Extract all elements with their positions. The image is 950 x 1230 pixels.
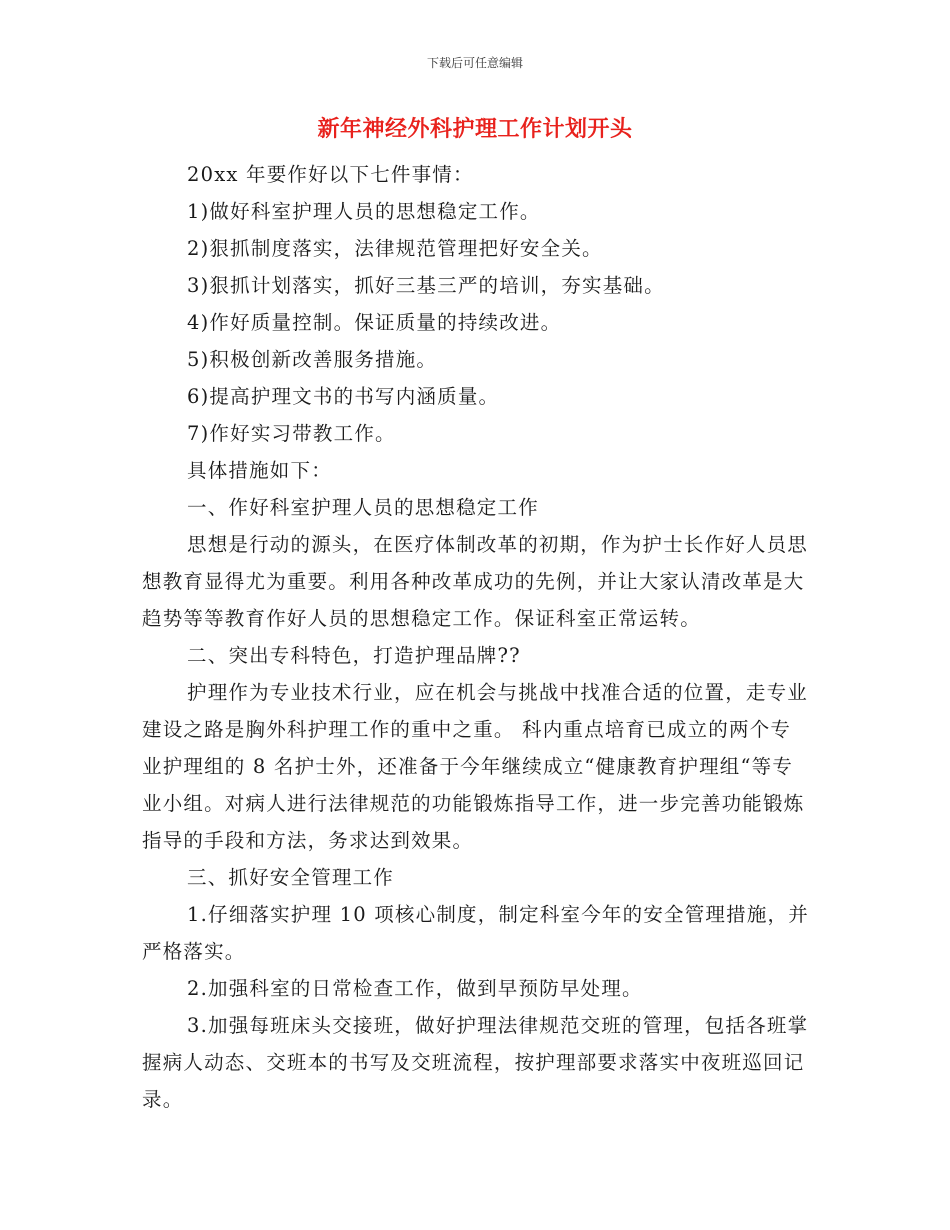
header-note: 下载后可任意编辑 [426, 56, 523, 70]
paragraph-item-6: 6)提高护理文书的书写内涵质量。 [187, 385, 500, 408]
paragraph-section-3-item-2: 2.加强科室的日常检查工作，做到早预防早处理。 [187, 977, 643, 1000]
paragraph-section-3-item-1: 1.仔细落实护理 10 项核心制度，制定科室今年的安全管理措施，并严格落实。 [142, 903, 809, 963]
document-body [142, 156, 810, 1118]
section-heading-2: 二、突出专科特色，打造护理品牌?? [187, 644, 521, 667]
section-heading-3: 三、抓好安全管理工作 [187, 866, 395, 889]
paragraph-item-7: 7)作好实习带教工作。 [187, 422, 396, 445]
document-title: 新年神经外科护理工作计划开头 [317, 117, 633, 142]
paragraph-item-2: 2)狠抓制度落实，法律规范管理把好安全关。 [187, 237, 603, 260]
paragraph-item-3: 3)狠抓计划落实，抓好三基三严的培训，夯实基础。 [187, 274, 665, 297]
paragraph-item-4: 4)作好质量控制。保证质量的持续改进。 [187, 311, 562, 334]
paragraph-item-5: 5)积极创新改善服务措施。 [187, 348, 438, 371]
paragraph-section-1: 思想是行动的源头，在医疗体制改革的初期，作为护士长作好人员思想教育显得尤为重要。利用各种改革成功的先例，并让大家认清改革是大趋势等等教育作好人员的思想稳定工作。保证科室正常运转。 [142, 533, 809, 630]
paragraph-section-2: 护理作为专业技术行业，应在机会与挑战中找准合适的位置，走专业建设之路是胸外科护理工作的重中之重。 科内重点培育已成立的两个专业护理组的 8 名护士外，还准备于今年继续成立“健康教育护理组“等专业小组。对病人进行法律规范的功能锻炼指导工作，进一步完善功能锻炼指导的手段和方法，务求达到效果。 [142, 681, 809, 852]
paragraph-item-1: 1)做好科室护理人员的思想稳定工作。 [187, 200, 541, 223]
paragraph-measures-intro: 具体措施如下： [187, 459, 332, 482]
paragraph-intro: 20xx 年要作好以下七件事情： [187, 163, 474, 186]
paragraph-section-3-item-3: 3.加强每班床头交接班，做好护理法律规范交班的管理，包括各班掌握病人动态、交班本的书写及交班流程，按护理部要求落实中夜班巡回记录。 [142, 1014, 809, 1111]
section-heading-1: 一、作好科室护理人员的思想稳定工作 [187, 496, 539, 519]
